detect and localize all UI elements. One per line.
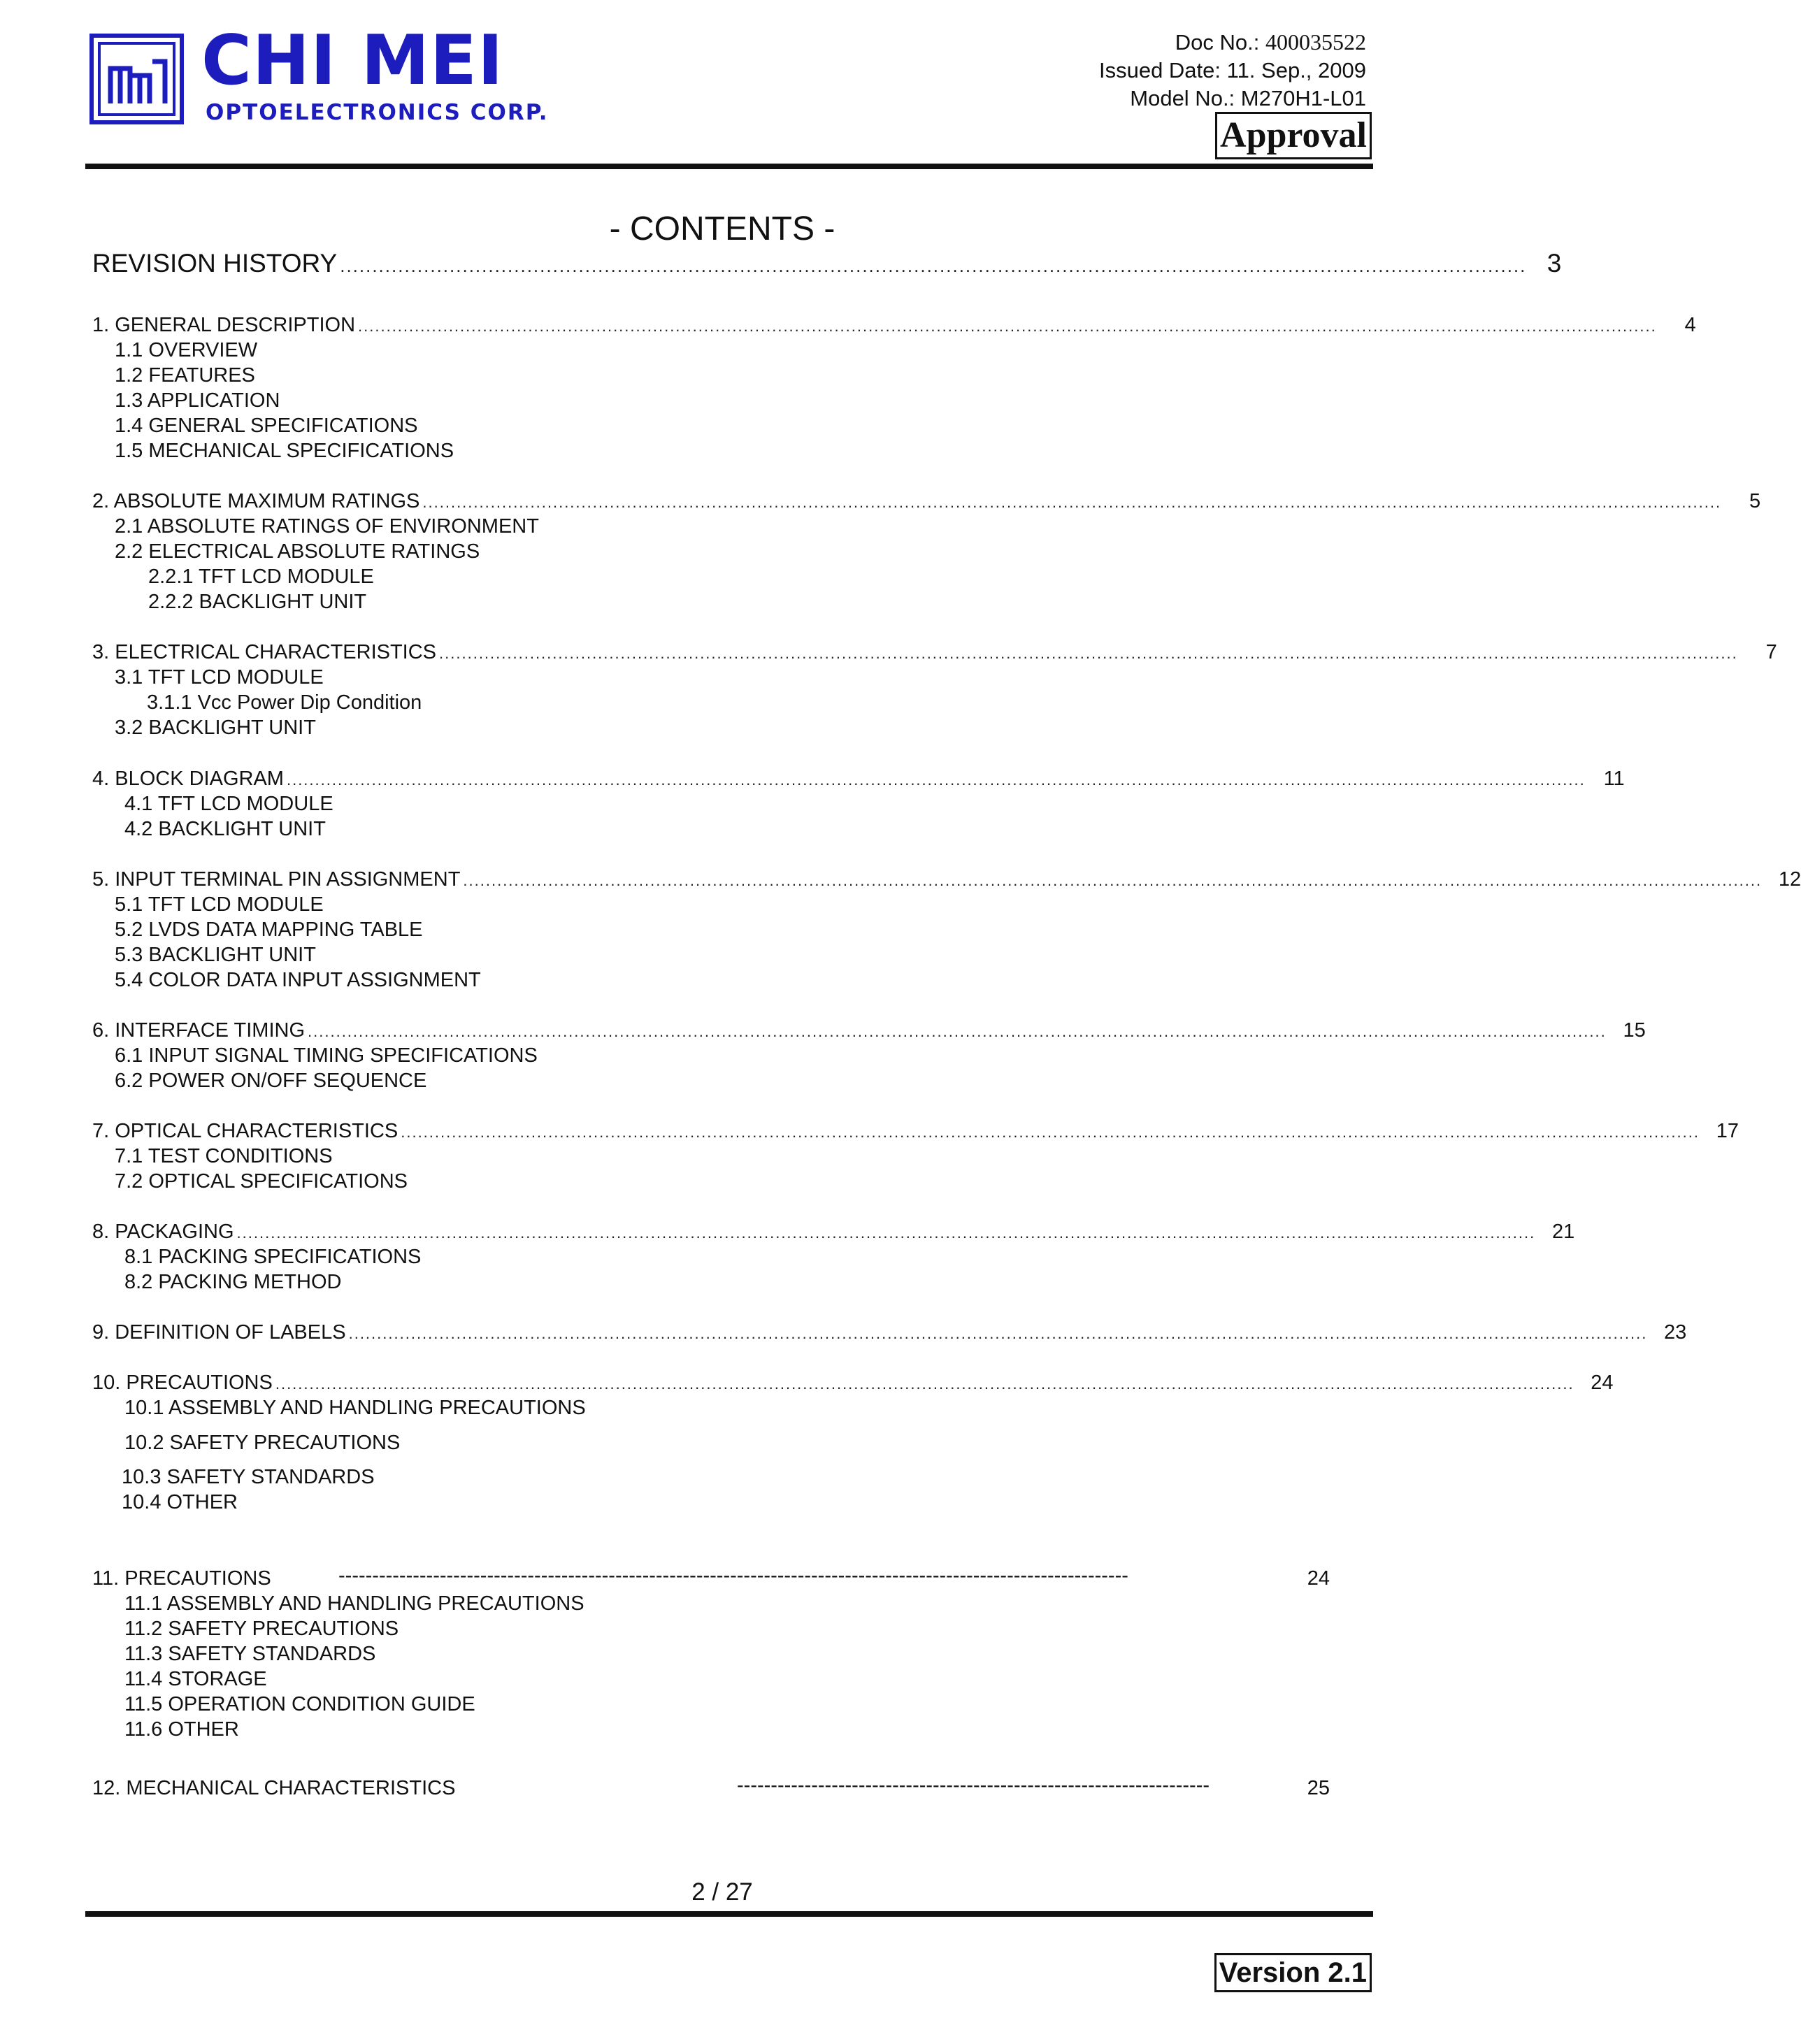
toc-page-number: 15: [1623, 1019, 1646, 1042]
toc-subitem[interactable]: 10.1 ASSEMBLY AND HANDLING PRECAUTIONS: [124, 1397, 586, 1419]
toc-section-9[interactable]: [92, 1320, 1687, 1346]
toc-section-10[interactable]: [92, 1370, 1614, 1397]
toc-page-number: 12: [1778, 868, 1801, 891]
toc-subitem[interactable]: 6.2 POWER ON/OFF SEQUENCE: [115, 1070, 427, 1092]
company-logo: [89, 21, 565, 129]
toc-subitem[interactable]: 5.1 TFT LCD MODULE: [115, 893, 324, 916]
toc-subitem[interactable]: 1.4 GENERAL SPECIFICATIONS: [115, 415, 418, 437]
toc-page-number: 24: [1591, 1372, 1614, 1394]
toc-subitem[interactable]: 11.3 SAFETY STANDARDS: [124, 1643, 376, 1665]
toc-section-8[interactable]: [92, 1219, 1575, 1246]
toc-subitem[interactable]: 3.2 BACKLIGHT UNIT: [115, 717, 316, 739]
toc-subitem[interactable]: 10.2 SAFETY PRECAUTIONS: [124, 1432, 401, 1454]
toc-subitem[interactable]: 6.1 INPUT SIGNAL TIMING SPECIFICATIONS: [115, 1044, 538, 1067]
toc-revision-history[interactable]: [92, 248, 1562, 281]
document-info: [1099, 28, 1366, 113]
toc-subitem[interactable]: 4.2 BACKLIGHT UNIT: [124, 818, 326, 840]
toc-entry-label: 10. PRECAUTIONS: [92, 1372, 273, 1394]
version-badge: Version 2.1: [1214, 1953, 1372, 1992]
toc-subitem[interactable]: 7.2 OPTICAL SPECIFICATIONS: [115, 1170, 408, 1193]
toc-subitem[interactable]: 1.3 APPLICATION: [115, 389, 280, 412]
toc-leader-dashes: ----------------------------------------------------------------------: [737, 1774, 1210, 1797]
toc-page-number: 11: [1603, 768, 1625, 790]
toc-subitem[interactable]: 2.2 ELECTRICAL ABSOLUTE RATINGS: [115, 540, 480, 563]
toc-subitem[interactable]: 1.5 MECHANICAL SPECIFICATIONS: [115, 440, 454, 462]
toc-leader-dots: .....................................................................................................................................................................................................................................: [358, 317, 1657, 335]
toc-entry-label: 1. GENERAL DESCRIPTION: [92, 314, 356, 336]
toc-subitem[interactable]: 2.2.1 TFT LCD MODULE: [148, 566, 374, 588]
toc-page-number: 21: [1551, 1221, 1575, 1243]
toc-subitem[interactable]: 4.1 TFT LCD MODULE: [124, 793, 333, 815]
toc-leader-dots: .....................................................................................................................................................................................................................................: [236, 1224, 1536, 1241]
toc-subitem[interactable]: 8.1 PACKING SPECIFICATIONS: [124, 1246, 422, 1268]
header-divider: [85, 164, 1373, 169]
toc-subitem[interactable]: 3.1.1 Vcc Power Dip Condition: [147, 691, 422, 714]
toc-subitem[interactable]: 11.5 OPERATION CONDITION GUIDE: [124, 1693, 475, 1715]
toc-leader-dots: .....................................................................................................................................................................................................................................: [401, 1123, 1700, 1141]
toc-leader-dots: .....................................................................................................................................................................................................................................: [286, 771, 1586, 789]
toc-page-number: 5: [1749, 490, 1761, 512]
company-name: CHI MEI: [201, 21, 504, 101]
doc-number-line: [1099, 28, 1366, 57]
toc-entry-label: 2. ABSOLUTE MAXIMUM RATINGS: [92, 490, 420, 512]
toc-subitem[interactable]: 11.4 STORAGE: [124, 1668, 267, 1690]
toc-leader-dashes: ---------------------------------------------------------------------------------------------------------------------: [338, 1564, 1128, 1587]
model-number: Model No.: M270H1-L01: [1130, 86, 1366, 110]
toc-page-number: 4: [1684, 314, 1696, 336]
toc-entry-label: 9. DEFINITION OF LABELS: [92, 1321, 346, 1344]
toc-subitem[interactable]: 11.1 ASSEMBLY AND HANDLING PRECAUTIONS: [124, 1592, 584, 1615]
toc-subitem[interactable]: 10.4 OTHER: [122, 1491, 238, 1513]
toc-entry-label: 6. INTERFACE TIMING: [92, 1019, 306, 1042]
toc-section-12-label[interactable]: 12. MECHANICAL CHARACTERISTICS: [92, 1777, 456, 1799]
toc-page-number: 7: [1765, 641, 1777, 663]
toc-leader-dots: .....................................................................................................................................................................................................................................: [422, 494, 1722, 511]
toc-page-number: 24: [1307, 1567, 1330, 1590]
toc-page-number: 17: [1716, 1120, 1739, 1142]
toc-subitem[interactable]: 1.1 OVERVIEW: [115, 339, 258, 361]
toc-subitem[interactable]: 11.2 SAFETY PRECAUTIONS: [124, 1618, 399, 1640]
toc-subitem[interactable]: 5.3 BACKLIGHT UNIT: [115, 944, 316, 966]
toc-section-3[interactable]: [92, 640, 1777, 666]
toc-section-5[interactable]: [92, 867, 1801, 893]
toc-section-11-label[interactable]: 11. PRECAUTIONS: [92, 1567, 271, 1590]
cmo-logo-icon: [89, 34, 184, 124]
toc-section-2[interactable]: [92, 489, 1761, 515]
issued-date: Issued Date: 11. Sep., 2009: [1098, 58, 1366, 82]
page-number: 2 / 27: [691, 1878, 753, 1906]
toc-leader-dots: ........................................................................................................................................................................................: [340, 255, 1527, 276]
toc-subitem[interactable]: 2.2.2 BACKLIGHT UNIT: [148, 591, 367, 613]
toc-leader-dots: .....................................................................................................................................................................................................................................: [439, 645, 1738, 662]
toc-entry-label: 7. OPTICAL CHARACTERISTICS: [92, 1120, 399, 1142]
toc-subitem[interactable]: 5.2 LVDS DATA MAPPING TABLE: [115, 919, 423, 941]
toc-subitem[interactable]: 8.2 PACKING METHOD: [124, 1271, 342, 1293]
toc-page-number: 3: [1547, 249, 1562, 278]
toc-entry-label: 3. ELECTRICAL CHARACTERISTICS: [92, 641, 437, 663]
toc-subitem[interactable]: 1.2 FEATURES: [115, 364, 255, 387]
approval-stamp: Approval: [1215, 112, 1372, 159]
toc-section-6[interactable]: [92, 1018, 1646, 1044]
toc-entry-label: 8. PACKAGING: [92, 1221, 234, 1243]
toc-subitem[interactable]: 5.4 COLOR DATA INPUT ASSIGNMENT: [115, 969, 481, 991]
footer-divider: [85, 1911, 1373, 1917]
toc-section-4[interactable]: [92, 766, 1625, 793]
doc-number-label: Doc No.:: [1175, 30, 1260, 55]
toc-subitem[interactable]: 7.1 TEST CONDITIONS: [115, 1145, 333, 1167]
toc-subitem[interactable]: 2.1 ABSOLUTE RATINGS OF ENVIRONMENT: [115, 515, 539, 538]
toc-entry-label: 4. BLOCK DIAGRAM: [92, 768, 284, 790]
toc-page-number: 25: [1307, 1777, 1330, 1799]
toc-subitem[interactable]: 3.1 TFT LCD MODULE: [115, 666, 324, 689]
toc-leader-dots: .....................................................................................................................................................................................................................................: [275, 1375, 1574, 1392]
doc-number-value: 400035522: [1265, 29, 1366, 55]
contents-title: - CONTENTS -: [609, 210, 835, 247]
company-subtitle: OPTOELECTRONICS CORP.: [206, 100, 549, 125]
toc-leader-dots: .....................................................................................................................................................................................................................................: [308, 1023, 1607, 1040]
toc-subitem[interactable]: 10.3 SAFETY STANDARDS: [122, 1466, 375, 1488]
toc-leader-dots: .....................................................................................................................................................................................................................................: [463, 872, 1763, 889]
toc-entry-label: 5. INPUT TERMINAL PIN ASSIGNMENT: [92, 868, 461, 891]
toc-subitem[interactable]: 11.6 OTHER: [124, 1718, 239, 1741]
toc-leader-dots: .....................................................................................................................................................................................................................................: [348, 1325, 1648, 1342]
toc-entry-label: REVISION HISTORY: [92, 249, 338, 278]
toc-section-1[interactable]: [92, 312, 1696, 339]
toc-page-number: 23: [1664, 1321, 1687, 1344]
toc-section-7[interactable]: [92, 1118, 1739, 1145]
